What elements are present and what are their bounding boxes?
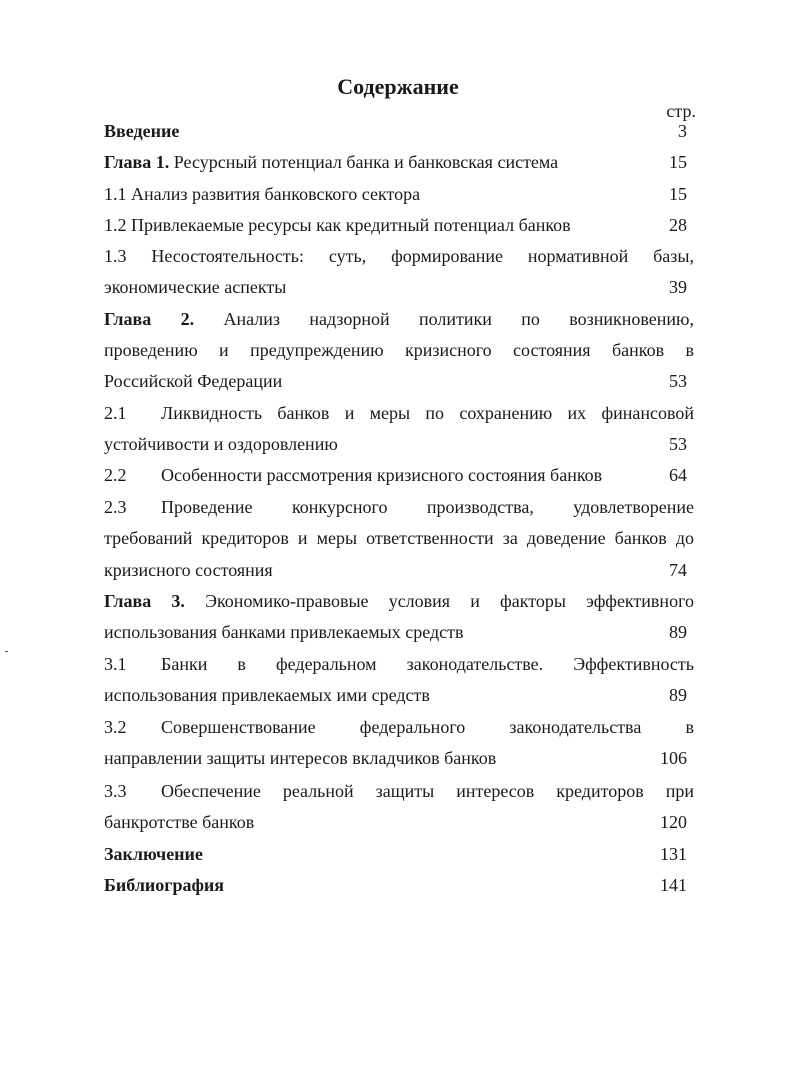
- scan-speck: [5, 651, 8, 652]
- toc-entry-title: банкротстве банков: [104, 812, 255, 832]
- toc-entry-title: Особенности рассмотрения кризисного состояния банков: [161, 465, 603, 485]
- toc-entry-title: Банки в федеральном законодательстве. Эффективность: [161, 654, 694, 674]
- toc-page-number: 131: [660, 844, 687, 864]
- toc-entry-3-3-cont[interactable]: [104, 811, 694, 833]
- toc-entry-title: Экономико-правовые условия и факторы эффективного: [184, 591, 695, 611]
- toc-entry-chapter-2-cont[interactable]: проведению и предупреждению кризисного состояния банков в: [104, 340, 694, 360]
- toc-entry-2-1-cont[interactable]: [104, 433, 694, 455]
- toc-chapter-label: Глава 2.: [104, 309, 195, 329]
- page-title: Содержание: [337, 74, 459, 99]
- toc-page-number: 3: [678, 121, 687, 141]
- toc-page-number: 106: [660, 748, 687, 768]
- toc-page-number: 15: [669, 152, 687, 172]
- toc-entry-title: Проведение конкурсного производства, удовлетворение: [161, 497, 694, 517]
- toc-section-number: 3.2: [104, 717, 127, 737]
- toc-entry-title: использования банками привлекаемых средств: [104, 622, 464, 642]
- toc-page-number: 64: [669, 465, 687, 485]
- toc-section-number: 2.2: [104, 465, 127, 485]
- toc-entry-conclusion[interactable]: [104, 843, 694, 865]
- toc-entry-title: устойчивости и оздоровлению: [104, 434, 338, 454]
- toc-entry-bibliography[interactable]: [104, 874, 694, 896]
- toc-entry-title: Ресурсный потенциал банка и банковская система: [169, 152, 559, 172]
- toc-section-number: 2.3: [104, 497, 127, 517]
- toc-entry-title: Ликвидность банков и меры по сохранению их финансовой: [161, 403, 694, 423]
- toc-page-number: 15: [669, 184, 687, 204]
- toc-entry-1-2[interactable]: [104, 214, 694, 236]
- toc-entry-title: Обеспечение реальной защиты интересов кредиторов при: [161, 781, 694, 801]
- toc-chapter-label: Глава 1.: [104, 152, 170, 172]
- toc-entry-3-1-cont[interactable]: [104, 684, 694, 706]
- toc-entry-2-3-cont[interactable]: [104, 559, 694, 581]
- toc-entry-label: Введение: [104, 121, 180, 141]
- toc-section-number: 2.1: [104, 403, 127, 423]
- toc-entry-chapter-2[interactable]: [104, 308, 694, 330]
- toc-entry-1-1[interactable]: [104, 183, 694, 205]
- toc-entry-title: использования привлекаемых ими средств: [104, 685, 430, 705]
- toc-entry-3-3[interactable]: [104, 780, 694, 802]
- toc-entry-3-2[interactable]: [104, 716, 694, 738]
- toc-entry-label: Заключение: [104, 844, 203, 864]
- toc-entry-3-1[interactable]: [104, 653, 694, 675]
- toc-entry-chapter-1[interactable]: [104, 151, 694, 173]
- toc-entry-label: Библиография: [104, 875, 225, 895]
- toc-entry-title: экономические аспекты: [104, 277, 287, 297]
- toc-page-number: 28: [669, 215, 687, 235]
- toc-page-number: 74: [669, 560, 687, 580]
- toc-chapter-label: Глава 3.: [104, 591, 185, 611]
- toc-page-number: 141: [660, 875, 687, 895]
- toc-page-number: 89: [669, 685, 687, 705]
- toc-section-number: 3.1: [104, 654, 127, 674]
- toc-entry-chapter-3[interactable]: [104, 590, 694, 612]
- toc-section-number: 3.3: [104, 781, 127, 801]
- toc-entry-2-3-cont[interactable]: требований кредиторов и меры ответственности за доведение банков до: [104, 528, 694, 548]
- toc-entry-title: кризисного состояния: [104, 560, 273, 580]
- toc-entry-1-3[interactable]: 1.3 Несостоятельность: суть, формирование нормативной базы,: [104, 246, 694, 266]
- toc-page-number: 89: [669, 622, 687, 642]
- toc-entry-title: Анализ надзорной политики по возникновению,: [194, 309, 694, 329]
- toc-entry-introduction[interactable]: [104, 120, 694, 142]
- toc-entry-title: 1.2 Привлекаемые ресурсы как кредитный потенциал банков: [104, 215, 571, 235]
- toc-page-number: 120: [660, 812, 687, 832]
- toc-entry-2-2[interactable]: [104, 464, 694, 486]
- page-column-header: стр.: [666, 101, 696, 121]
- toc-entry-3-2-cont[interactable]: [104, 747, 694, 769]
- toc-page-number: 39: [669, 277, 687, 297]
- toc-entry-2-1[interactable]: [104, 402, 694, 424]
- toc-entry-title: Российской Федерации: [104, 371, 283, 391]
- toc-entry-title: 1.1 Анализ развития банковского сектора: [104, 184, 421, 204]
- toc-entry-1-3-cont[interactable]: [104, 276, 694, 298]
- toc-entry-2-3[interactable]: [104, 496, 694, 518]
- toc-page-number: 53: [669, 434, 687, 454]
- toc-page-number: 53: [669, 371, 687, 391]
- toc-entry-chapter-3-cont[interactable]: [104, 621, 694, 643]
- toc-entry-title: Совершенствование федерального законодательства в: [161, 717, 694, 737]
- toc-entry-title: направлении защиты интересов вкладчиков банков: [104, 748, 497, 768]
- toc-entry-chapter-2-cont[interactable]: [104, 370, 694, 392]
